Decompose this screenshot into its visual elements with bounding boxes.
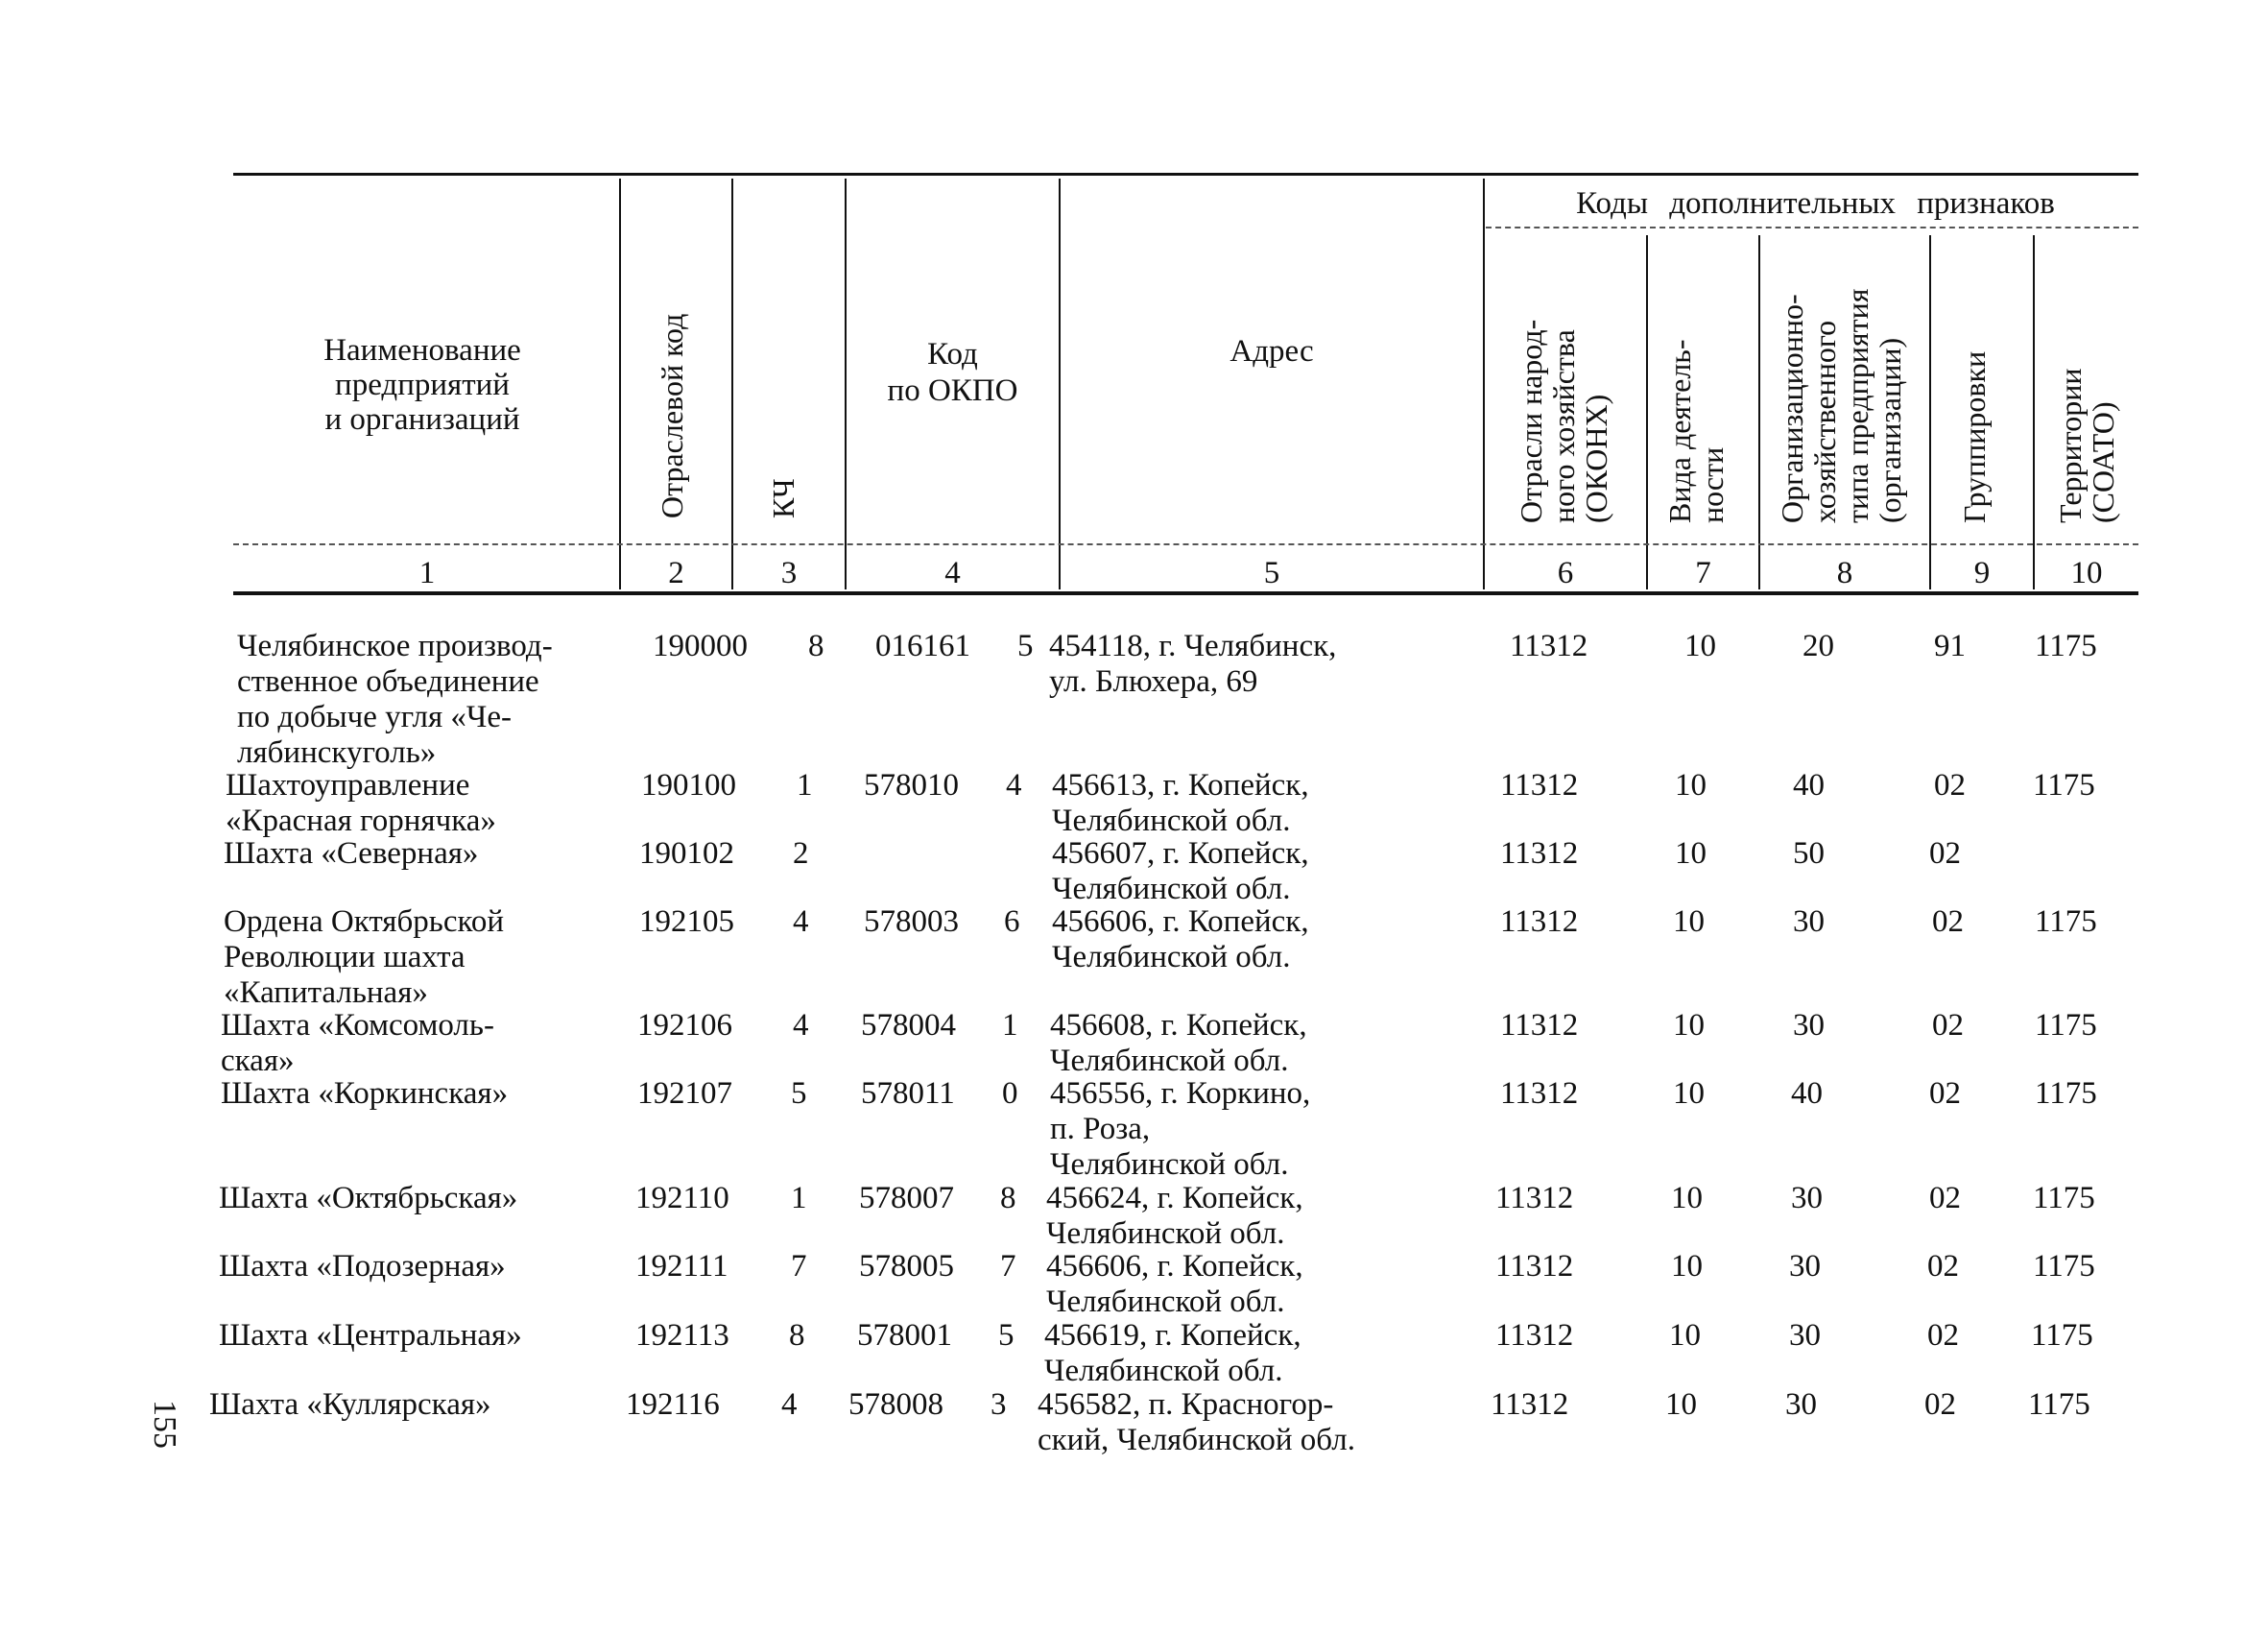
row-name: Шахта «Северная» — [224, 836, 479, 871]
row-address: 454118, г. Челябинск, ул. Блюхера, 69 — [1049, 629, 1337, 699]
row-org-type: 40 — [1793, 768, 1825, 803]
row-name: Шахта «Комсомоль- ская» — [221, 1008, 494, 1078]
row-kch: 4 — [793, 904, 809, 939]
row-okonh: 11312 — [1495, 1318, 1574, 1353]
row-activity: 10 — [1673, 904, 1705, 939]
row-grouping: 02 — [1929, 1076, 1961, 1111]
row-grouping: 02 — [1932, 1008, 1964, 1043]
row-kch: 2 — [793, 836, 809, 871]
row-code: 190102 — [639, 836, 734, 871]
row-okpo-kch: 7 — [1000, 1249, 1016, 1284]
row-okonh: 11312 — [1500, 1008, 1579, 1043]
header-branch-code: Отраслевой код — [655, 313, 689, 518]
row-okpo: 578004 — [861, 1008, 956, 1043]
column-number: 8 — [1836, 556, 1853, 590]
row-kch: 4 — [781, 1387, 798, 1422]
row-activity: 10 — [1675, 768, 1707, 803]
row-address: 456608, г. Копейск, Челябинской обл. — [1050, 1008, 1307, 1078]
row-code: 192111 — [635, 1249, 728, 1284]
col-separator — [1059, 179, 1061, 589]
table-top-rule — [233, 173, 2138, 176]
row-territory: 1175 — [2031, 1318, 2093, 1353]
header-kch: КЧ — [766, 478, 800, 518]
row-org-type: 30 — [1793, 1008, 1825, 1043]
col-separator — [845, 179, 847, 589]
row-name: Шахта «Центральная» — [219, 1318, 522, 1353]
column-number: 3 — [780, 556, 798, 590]
row-okonh: 11312 — [1495, 1181, 1574, 1215]
row-name: Шахта «Куллярская» — [209, 1387, 491, 1422]
row-okpo: 578003 — [864, 904, 959, 939]
row-okonh: 11312 — [1500, 836, 1579, 871]
row-okonh: 11312 — [1500, 904, 1579, 939]
row-activity: 10 — [1669, 1318, 1701, 1353]
column-number-divider — [233, 543, 2138, 545]
row-territory: 1175 — [2033, 1249, 2095, 1284]
column-number: 9 — [1973, 556, 1991, 590]
row-code: 192106 — [637, 1008, 732, 1043]
row-okonh: 11312 — [1500, 1076, 1579, 1111]
col-separator — [2033, 235, 2035, 589]
column-number: 7 — [1695, 556, 1711, 590]
col-separator — [1483, 179, 1485, 589]
row-grouping: 02 — [1934, 768, 1966, 803]
row-kch: 5 — [791, 1076, 807, 1111]
row-okpo: 578005 — [859, 1249, 954, 1284]
row-grouping: 02 — [1924, 1387, 1956, 1422]
header-group-title: Коды дополнительных признаков — [1576, 186, 2055, 221]
row-org-type: 20 — [1802, 629, 1834, 663]
row-okpo: 578007 — [859, 1181, 954, 1215]
col-separator — [1758, 235, 1760, 589]
row-kch: 7 — [791, 1249, 807, 1284]
row-territory: 1175 — [2035, 629, 2097, 663]
row-org-type: 30 — [1789, 1249, 1821, 1284]
row-okpo-kch: 3 — [991, 1387, 1007, 1422]
row-territory: 1175 — [2035, 904, 2097, 939]
row-name: Шахта «Подозерная» — [219, 1249, 506, 1284]
column-number: 10 — [2070, 556, 2103, 590]
row-okonh: 11312 — [1510, 629, 1588, 663]
row-okpo: 578010 — [864, 768, 959, 803]
row-okpo: 578008 — [848, 1387, 943, 1422]
column-number: 2 — [668, 556, 684, 590]
row-name: Ордена Октябрьской Революции шахта «Капитальная» — [224, 904, 504, 1010]
row-okonh: 11312 — [1500, 768, 1579, 803]
row-kch: 1 — [797, 768, 813, 803]
row-okpo-kch: 5 — [1017, 629, 1034, 663]
header-okpo: Код по ОКПО — [887, 337, 1018, 408]
row-territory: 1175 — [2035, 1008, 2097, 1043]
row-address: 456613, г. Копейск, Челябинской обл. — [1052, 768, 1309, 838]
row-okonh: 11312 — [1495, 1249, 1574, 1284]
row-code: 190000 — [653, 629, 748, 663]
row-okpo-kch: 5 — [998, 1318, 1015, 1353]
row-grouping: 02 — [1929, 836, 1961, 871]
row-okonh: 11312 — [1491, 1387, 1569, 1422]
table-header-bottom-rule — [233, 591, 2138, 595]
row-name: Шахтоуправление «Красная горнячка» — [226, 768, 496, 838]
row-territory: 1175 — [2028, 1387, 2090, 1422]
header-okonh: Отрасли народ- ного хозяйства (ОКОНХ) — [1514, 319, 1613, 523]
row-okpo-kch: 6 — [1004, 904, 1020, 939]
header-org-type: Организационно- хозяйственного типа предприятия (организации) — [1775, 288, 1907, 523]
row-address: 456606, г. Копейск, Челябинской обл. — [1052, 904, 1309, 974]
row-address: 456607, г. Копейск, Челябинской обл. — [1052, 836, 1309, 906]
column-number: 6 — [1557, 556, 1574, 590]
col-separator — [619, 179, 621, 589]
row-kch: 1 — [791, 1181, 807, 1215]
row-okpo: 016161 — [875, 629, 970, 663]
column-number: 4 — [944, 556, 961, 590]
row-kch: 8 — [789, 1318, 805, 1353]
row-org-type: 40 — [1791, 1076, 1823, 1111]
row-territory: 1175 — [2033, 1181, 2095, 1215]
row-org-type: 30 — [1793, 904, 1825, 939]
header-name — [254, 333, 590, 437]
group-divider — [1486, 227, 2138, 228]
row-address: 456606, г. Копейск, Челябинской обл. — [1046, 1249, 1303, 1319]
row-org-type: 30 — [1791, 1181, 1823, 1215]
row-code: 192105 — [639, 904, 734, 939]
row-code: 192107 — [637, 1076, 732, 1111]
row-org-type: 30 — [1789, 1318, 1821, 1353]
row-code: 192116 — [626, 1387, 720, 1422]
col-separator — [1646, 235, 1648, 589]
row-org-type: 30 — [1785, 1387, 1817, 1422]
row-okpo-kch: 1 — [1002, 1008, 1018, 1043]
header-grouping: Группировки — [1957, 350, 1992, 523]
row-activity: 10 — [1675, 836, 1707, 871]
row-okpo-kch: 8 — [1000, 1181, 1016, 1215]
row-okpo-kch: 4 — [1006, 768, 1022, 803]
row-activity: 10 — [1684, 629, 1716, 663]
row-activity: 10 — [1665, 1387, 1697, 1422]
row-code: 192110 — [635, 1181, 729, 1215]
col-separator — [731, 179, 733, 589]
row-code: 192113 — [635, 1318, 729, 1353]
row-activity: 10 — [1671, 1181, 1703, 1215]
row-name: Шахта «Октябрьская» — [219, 1181, 518, 1215]
header-name-text: Наименование предприятий и организаций — [323, 333, 521, 437]
row-name: Шахта «Коркинская» — [221, 1076, 509, 1111]
row-kch: 8 — [808, 629, 824, 663]
row-address: 456624, г. Копейск, Челябинской обл. — [1046, 1181, 1303, 1251]
header-territory: Территории (СОАТО) — [2053, 368, 2120, 523]
row-okpo: 578011 — [861, 1076, 955, 1111]
row-activity: 10 — [1673, 1076, 1705, 1111]
header-activity: Вида деятель- ности — [1662, 339, 1730, 523]
row-address: 456556, г. Коркино, п. Роза, Челябинской обл. — [1050, 1076, 1311, 1182]
row-okpo: 578001 — [857, 1318, 952, 1353]
row-org-type: 50 — [1793, 836, 1825, 871]
row-activity: 10 — [1673, 1008, 1705, 1043]
row-grouping: 02 — [1932, 904, 1964, 939]
row-grouping: 02 — [1929, 1181, 1961, 1215]
row-name: Челябинское производ- ственное объединение по добыче угля «Че- лябинскуголь» — [237, 629, 553, 770]
col-separator — [1929, 235, 1931, 589]
row-territory: 1175 — [2035, 1076, 2097, 1111]
row-kch: 4 — [793, 1008, 809, 1043]
page-number: 155 — [147, 1400, 182, 1449]
row-grouping: 91 — [1934, 629, 1966, 663]
row-code: 190100 — [641, 768, 736, 803]
row-grouping: 02 — [1927, 1249, 1959, 1284]
header-address: Адрес — [1229, 334, 1314, 369]
row-grouping: 02 — [1927, 1318, 1959, 1353]
column-number: 1 — [418, 556, 436, 590]
column-number: 5 — [1263, 556, 1280, 590]
row-address: 456619, г. Копейск, Челябинской обл. — [1044, 1318, 1301, 1388]
row-activity: 10 — [1671, 1249, 1703, 1284]
row-okpo-kch: 0 — [1002, 1076, 1018, 1111]
row-address: 456582, п. Красногор- ский, Челябинской обл. — [1038, 1387, 1355, 1457]
row-territory: 1175 — [2033, 768, 2095, 803]
